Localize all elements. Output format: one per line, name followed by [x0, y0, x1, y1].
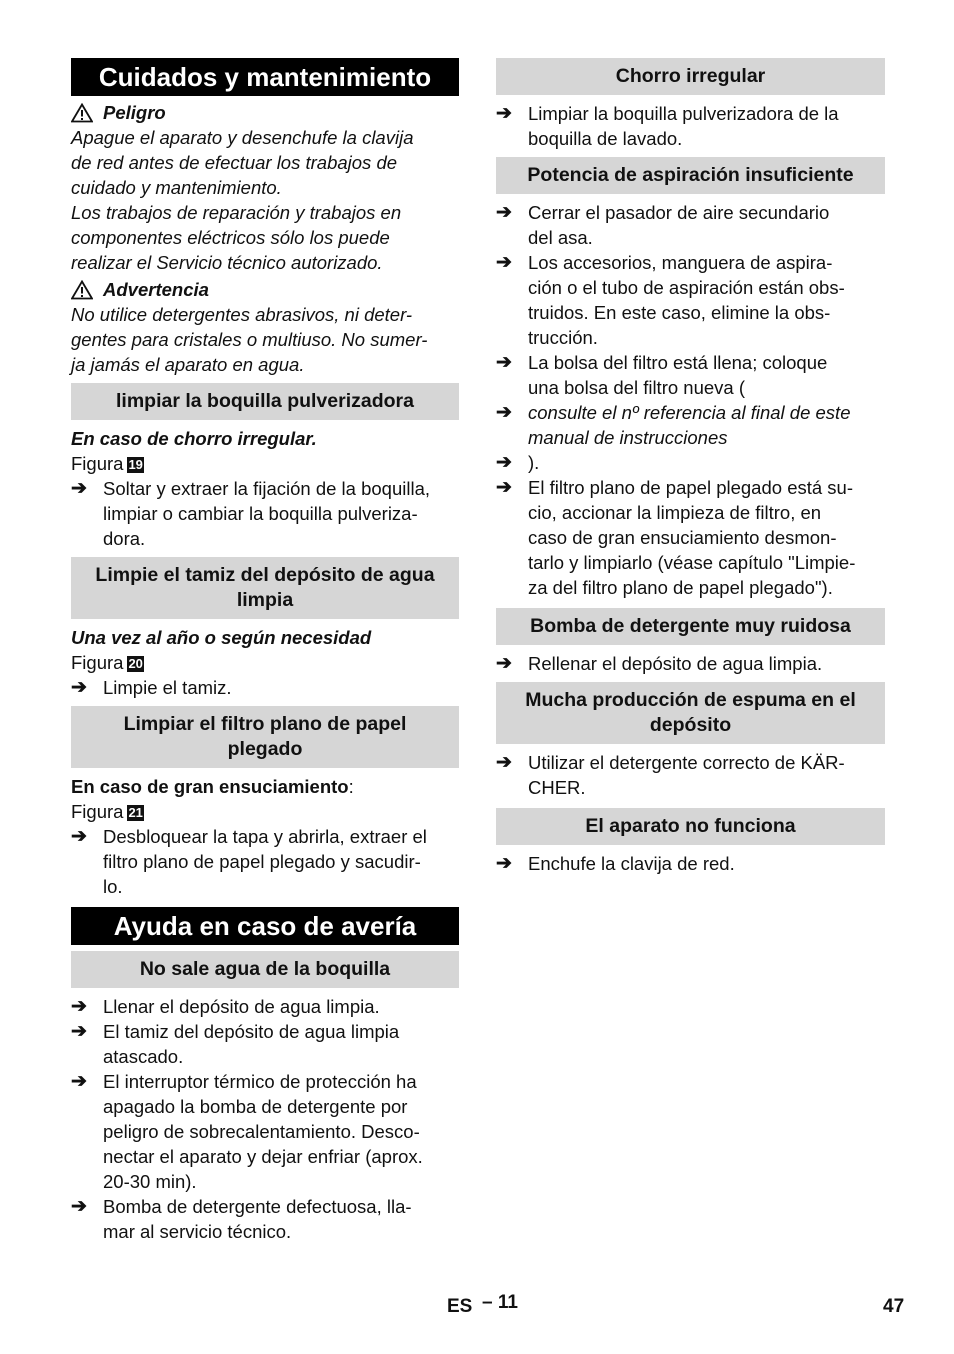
list-item-text	[103, 1069, 423, 1194]
danger-text	[71, 125, 459, 275]
text-line: apagado la bomba de detergente por	[103, 1096, 408, 1117]
arrow-right-icon: ➔	[496, 252, 512, 273]
filter-figure-ref	[71, 799, 459, 824]
list-item-text	[528, 250, 845, 350]
warning-label: Advertencia	[103, 279, 209, 300]
heading-suction-power: Potencia de aspiración insuficiente	[496, 157, 885, 194]
figure-number-badge: 21	[128, 805, 143, 820]
filter-steps-list	[71, 824, 459, 899]
jet-steps-list	[496, 101, 885, 151]
text-line: atascado.	[103, 1046, 184, 1067]
list-item-text	[528, 400, 850, 450]
heading-line: limpia	[236, 589, 294, 611]
text-line: de red antes de efectuar los trabajos de	[71, 152, 398, 173]
list-item-text	[103, 476, 430, 551]
text-line: dora.	[103, 528, 146, 549]
text-line: CHER.	[528, 777, 586, 798]
pump-steps-list	[496, 651, 885, 676]
text-line: trucción.	[528, 327, 598, 348]
language-code: ES	[447, 1296, 473, 1317]
section-page-number: – 11	[482, 1292, 518, 1313]
heading-clean-nozzle: limpiar la boquilla pulverizadora	[71, 383, 459, 420]
heading-foam	[496, 682, 885, 744]
text-line: del asa.	[528, 227, 593, 248]
text-line: Cerrar el pasador de aire secundario	[528, 202, 830, 223]
list-item	[71, 675, 459, 700]
not-working-steps-list	[496, 851, 885, 876]
arrow-right-icon: ➔	[71, 677, 87, 698]
list-item-text	[103, 1019, 399, 1069]
page-number: 47	[883, 1296, 905, 1317]
section-title-care: Cuidados y mantenimiento	[71, 58, 459, 96]
arrow-right-icon: ➔	[496, 853, 512, 874]
list-item-text	[528, 475, 855, 600]
warning-triangle-icon	[71, 103, 93, 123]
text-line: realizar el Servicio técnico autorizado.	[71, 252, 383, 273]
arrow-right-icon: ➔	[496, 352, 512, 373]
text-line: La bolsa del filtro está llena; coloque	[528, 352, 828, 373]
left-column	[71, 58, 459, 1244]
list-item	[71, 1069, 459, 1194]
arrow-right-icon: ➔	[496, 653, 512, 674]
text-line: Rellenar el depósito de agua limpia.	[528, 653, 823, 674]
suction-steps-list	[496, 200, 885, 600]
text-line: Bomba de detergente defectuosa, lla-	[103, 1196, 412, 1217]
list-item	[496, 250, 885, 350]
text-line: ja jamás el aparato en agua.	[71, 354, 305, 375]
arrow-right-icon: ➔	[496, 402, 512, 423]
arrow-right-icon: ➔	[496, 202, 512, 223]
list-item-text	[528, 750, 845, 800]
figure-word: Figura	[71, 652, 124, 673]
arrow-right-icon: ➔	[71, 996, 87, 1017]
heading-line: depósito	[649, 714, 732, 736]
list-item	[496, 851, 885, 876]
list-item-text	[528, 851, 735, 876]
list-item-text	[103, 994, 380, 1019]
text-line: El filtro plano de papel plegado está su-	[528, 477, 853, 498]
list-item	[496, 200, 885, 250]
text-line: ).	[528, 452, 540, 473]
list-item	[496, 475, 885, 600]
text-line: gentes para cristales o multiuso. No sumer-	[71, 329, 428, 350]
heading-no-water: No sale agua de la boquilla	[71, 951, 459, 988]
list-item-text	[528, 651, 822, 676]
warning-heading	[71, 277, 459, 302]
text-line: Llenar el depósito de agua limpia.	[103, 996, 380, 1017]
arrow-right-icon: ➔	[71, 1196, 87, 1217]
text-line: Limpiar la boquilla pulverizadora de la	[528, 103, 839, 124]
list-item-text	[528, 450, 539, 475]
text-line: ción o el tubo de aspiración están obs-	[528, 277, 845, 298]
text-line: lo.	[103, 876, 123, 897]
text-line: Apague el aparato y desenchufe la clavija	[71, 127, 414, 148]
list-item-text	[103, 675, 232, 700]
text-line: El interruptor térmico de protección ha	[103, 1071, 417, 1092]
list-item	[496, 350, 885, 400]
list-item	[71, 824, 459, 899]
list-item	[496, 400, 885, 450]
text-line: za del filtro plano de papel plegado").	[528, 577, 833, 598]
heading-clean-filter	[71, 706, 459, 768]
text-line: Soltar y extraer la fijación de la boquilla,	[103, 478, 431, 499]
text-line: El tamiz del depósito de agua limpia	[103, 1021, 400, 1042]
text-line: mar al servicio técnico.	[103, 1221, 292, 1242]
danger-heading	[71, 100, 459, 125]
text-line: Utilizar el detergente correcto de KÄR-	[528, 752, 845, 773]
heading-line: plegado	[227, 738, 303, 760]
right-column	[496, 58, 885, 876]
text-line: cio, accionar la limpieza de filtro, en	[528, 502, 822, 523]
foam-steps-list	[496, 750, 885, 800]
text-line: 20-30 min).	[103, 1171, 197, 1192]
text-line: consulte el nº referencia al final de este	[528, 402, 851, 423]
heading-clean-sieve	[71, 557, 459, 619]
heading-not-working: El aparato no funciona	[496, 808, 885, 845]
list-item	[71, 1019, 459, 1069]
filter-condition-text: En caso de gran ensuciamiento	[71, 776, 349, 797]
text-line: caso de gran ensuciamiento desmon-	[528, 527, 837, 548]
heading-line: Limpie el tamiz del depósito de agua	[95, 564, 435, 586]
arrow-right-icon: ➔	[496, 752, 512, 773]
list-item	[496, 651, 885, 676]
text-line: componentes eléctricos sólo los puede	[71, 227, 390, 248]
text-line: truidos. En este caso, elimine la obs-	[528, 302, 831, 323]
text-line: Limpie el tamiz.	[103, 677, 232, 698]
warning-text	[71, 302, 459, 377]
text-line: tarlo y limpiarlo (véase capítulo "Limpie-	[528, 552, 856, 573]
list-item	[496, 450, 885, 475]
list-item	[496, 101, 885, 151]
arrow-right-icon: ➔	[71, 478, 87, 499]
text-line: Los accesorios, manguera de aspira-	[528, 252, 833, 273]
text-line: cuidado y mantenimiento.	[71, 177, 282, 198]
nozzle-condition: En caso de chorro irregular.	[71, 428, 317, 449]
text-line: Enchufe la clavija de red.	[528, 853, 735, 874]
text-line: Desbloquear la tapa y abrirla, extraer el	[103, 826, 427, 847]
text-line: No utilice detergentes abrasivos, ni deter-	[71, 304, 413, 325]
list-item-text	[528, 101, 839, 151]
figure-number-badge: 19	[128, 457, 143, 472]
no-water-steps-list	[71, 994, 459, 1244]
heading-line: Limpiar el filtro plano de papel	[123, 713, 407, 735]
list-item-text	[103, 824, 427, 899]
list-item	[71, 994, 459, 1019]
arrow-right-icon: ➔	[496, 477, 512, 498]
figure-word: Figura	[71, 453, 124, 474]
text-line: nectar el aparato y dejar enfriar (aprox.	[103, 1146, 423, 1167]
text-line: filtro plano de papel plegado y sacudir-	[103, 851, 421, 872]
text-line: peligro de sobrecalentamiento. Desco-	[103, 1121, 420, 1142]
page-footer	[0, 1292, 954, 1326]
heading-line: Mucha producción de espuma en el	[525, 689, 856, 711]
warning-triangle-icon	[71, 280, 93, 300]
sieve-steps-list	[71, 675, 459, 700]
text-line: boquilla de lavado.	[528, 128, 683, 149]
text-line: una bolsa del filtro nueva (	[528, 377, 745, 398]
arrow-right-icon: ➔	[496, 452, 512, 473]
arrow-right-icon: ➔	[71, 826, 87, 847]
list-item	[71, 1194, 459, 1244]
arrow-right-icon: ➔	[71, 1021, 87, 1042]
list-item-text	[528, 200, 829, 250]
nozzle-steps-list	[71, 476, 459, 551]
figure-number-badge: 20	[128, 656, 143, 671]
nozzle-figure-ref	[71, 451, 459, 476]
heading-noisy-pump: Bomba de detergente muy ruidosa	[496, 608, 885, 645]
list-item	[496, 750, 885, 800]
danger-label: Peligro	[103, 102, 166, 123]
list-item	[71, 476, 459, 551]
text-line: manual de instrucciones	[528, 427, 728, 448]
section-title-help: Ayuda en caso de avería	[71, 907, 459, 945]
arrow-right-icon: ➔	[496, 103, 512, 124]
heading-irregular-jet: Chorro irregular	[496, 58, 885, 95]
arrow-right-icon: ➔	[71, 1071, 87, 1092]
figure-word: Figura	[71, 801, 124, 822]
filter-condition	[71, 774, 459, 799]
text-line: Los trabajos de reparación y trabajos en	[71, 202, 402, 223]
sieve-condition: Una vez al año o según necesidad	[71, 627, 372, 648]
list-item-text	[103, 1194, 412, 1244]
sieve-figure-ref	[71, 650, 459, 675]
filter-condition-colon: :	[348, 776, 354, 797]
list-item-text	[528, 350, 827, 400]
text-line: limpiar o cambiar la boquilla pulveriza-	[103, 503, 418, 524]
